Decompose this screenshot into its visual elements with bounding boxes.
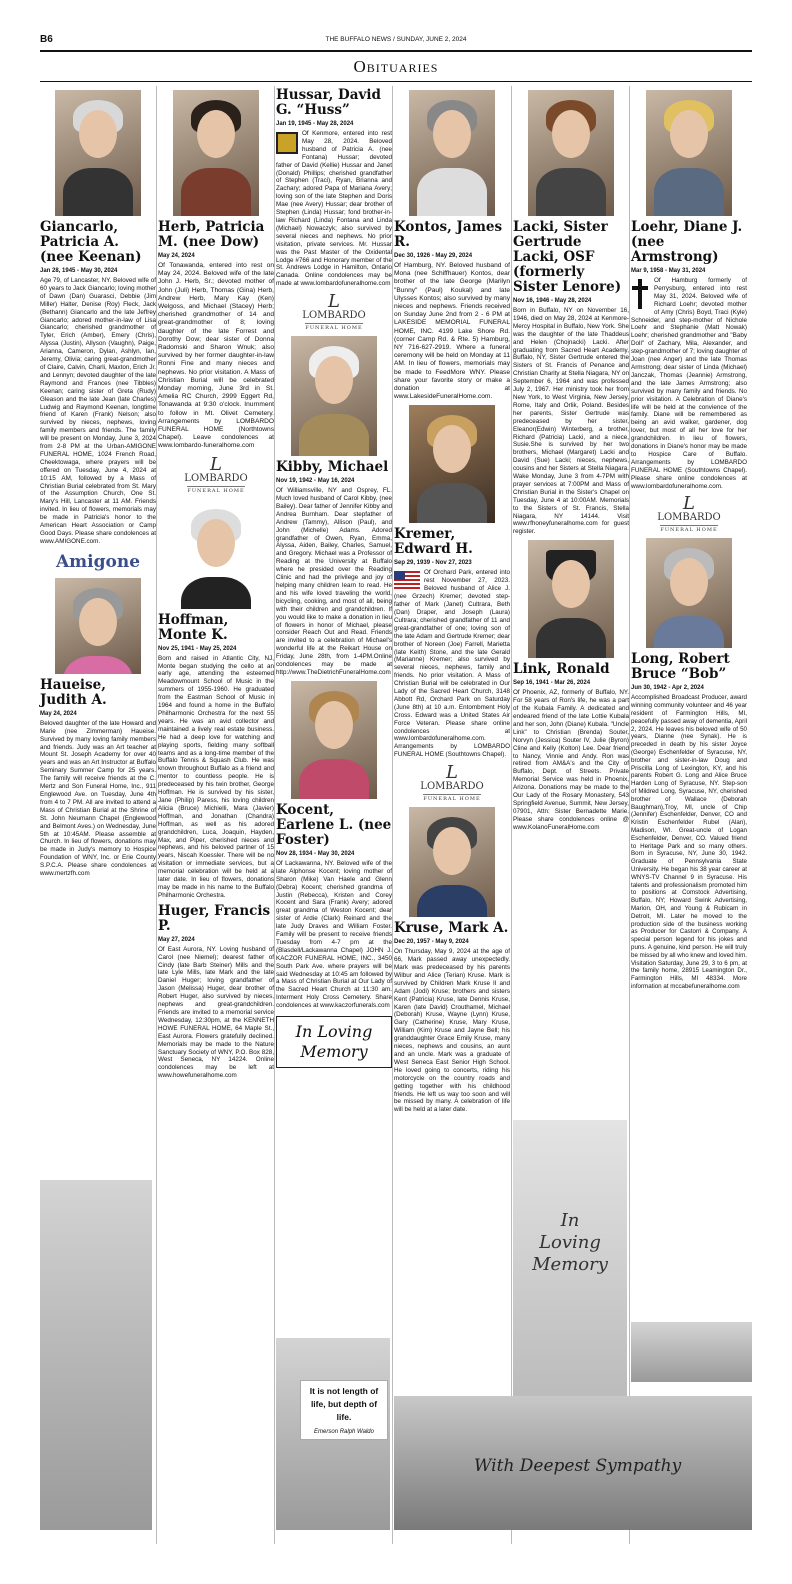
- obit-name: Hoffman, Monte K.: [158, 611, 229, 643]
- page-header: [40, 34, 752, 48]
- obit-name: Kibby, Michael: [276, 459, 389, 476]
- section-title: Obituaries: [353, 57, 439, 76]
- lombardo-logo: L LOMBARDO FUNERAL HOME: [302, 291, 366, 332]
- portrait-photo: [409, 90, 495, 216]
- obit-text: Of Tonawanda, entered into rest on May 24, 2024. Beloved wife of the late John J. Herb, Sr.; devoted mother of John (Juli) Herb, Thomas (Gina) Herb, Andrew Herb, Mary Kay (Ken) Welgoss, and Michael (Stacey) Herb; cherished grandmother of 14 and great-grandmother of 8; loving daughter of the late Forrest and Dorothy Dow; dear sister of Donna Radomski and Sharon Wnuk; also survived by her former daughter-in-law Ronni Fine and many nieces and nephews. No prior visitation. A Mass of Christian Burial will be celebrated Monday morning, June 3rd in St. Amelia RC Church, 2999 Eggert Rd, Tonawanda at 9:30 o'clock. Inurnment to follow in Mt. Olivet Cemetery. Arrangements by LOMBARDO FUNERAL HOME (Northtowns Chapel). Leave condolences at www.lombardo-funeralhome.com: [158, 262, 274, 450]
- obit-text: Of East Aurora, NY. Loving husband of Carol (nee Niemel); dearest father of Cindy (late Barb Steiner) Mills and the late Lyle Mills, late Mark and the late Daniel Huger; loving grandfather of Jason (Melissa) Huger, dear brother of Robert Huger, also survived by nieces, nephews and great-grandchildren. Friends are invited to a memorial service Wednesday, 12:30pm, at the KENNETH HOWE FUNERAL HOME, 64 Maple St., East Aurora. Flowers gratefully declined. Memorials may be made to the Nature Sanctuary Society of WNY, P.O. Box 828, West Seneca, NY 14224. Online condolences may be left at www.howefuneralhome.com: [158, 945, 274, 1080]
- obit-dates: Mar 9, 1958 - May 31, 2024: [631, 268, 706, 274]
- obit-name: Haueise, Judith A.: [40, 676, 107, 708]
- in-loving-memory-script: In Loving Memory: [532, 1210, 608, 1275]
- portrait-photo: [528, 540, 614, 658]
- column-6: [631, 86, 747, 991]
- masonic-emblem-icon: [276, 132, 298, 154]
- portrait-photo: [409, 807, 495, 917]
- obit-text: Of Hamburg formerly of Perrysburg, entered into rest May 31, 2024. Beloved wife of Richard Loehr; devoted mother of Amy (Chris) Boyd, Traci (Kyle) Schneider, and step-mother of Nichole Loehr and Stephanie (Matt Nowak) Loehr; cherished grandmother and "Baby Doll" of Zachary, Mila, Alexander, and step-grandmother of 7; loving daughter of Joan (nee Anger) and the late Thomas Armstrong; dear sister of Linda (Michael) Janczak, Thomas (Jeannie) Armstrong, and the late James Armstrong; also survived by many family and friends. No prior visitation. A Celebration of Diane's life will be held at the convience of the family. Diane will be remembered as being an avid walker, gardener, dog lover, but most of all her love for her grandchildren. In lieu of flowers, donations in Diane's honor may be made to Hospice Care of Buffalo. Arrangements by LOMBARDO FUNERAL HOME (Southtowns Chapel). Please share online condolences at www.lombardofuneralhome.com.: [631, 277, 747, 490]
- portrait-photo: [173, 90, 259, 216]
- obit-text: Of Hamburg, NY. Beloved husband of Mona (nee Schiffhauer) Kontos, dear brother of the late George (Marilyn "Bunny" (Paul) Koukal) and late Ulysses Kontos; also survived by many nieces and nephews. Friends received on Sunday June 2nd from 2 - 6 PM at LAKESIDE MEMORIAL FUNERAL HOME, INC. 4199 Lake Shore Rd. (corner Camp Rd. & Rte. 5) Hamburg, NY 716-627-2919. Where a funeral ceremony will be held on Monday at 11 AM. In lieu of flowers, memorials may be made to FeedMore WNY. Please share your favorite story or make a donation at www.LakesideFuneralHome.com.: [394, 262, 510, 401]
- portrait-photo: [409, 405, 495, 523]
- obit-dates: Nov 16, 1946 - May 28, 2024: [513, 298, 592, 304]
- us-flag-icon: [394, 571, 420, 589]
- obit-name: Huger, Francis P.: [158, 902, 271, 934]
- column-divider: [274, 86, 275, 1544]
- obit-dates: Jun 30, 1942 - Apr 2, 2024: [631, 685, 704, 692]
- obit-dates: Jan 19, 1945 - May 28, 2024: [276, 121, 354, 127]
- obit-name: Hussar, David G. “Huss”: [276, 87, 381, 118]
- obit-name: Kremer, Edward H.: [394, 526, 473, 558]
- obit-dates: Nov 28, 1934 - May 30, 2024: [276, 850, 355, 857]
- sympathy-banner-image: [394, 1396, 752, 1530]
- lombardo-logo: L LOMBARDO FUNERAL HOME: [420, 762, 484, 803]
- butterfly-decor-image: [40, 1180, 152, 1530]
- flower-decor-image: [631, 1322, 752, 1382]
- obit-text: Born and raised in Atlantic City, NJ, Monte began studying the cello at an early age, attending the esteemed Meadowmount School of Music in the summers of 1955-1960. He graduated from the Eastman School of Music in 1964 and found a home in the Buffalo Philharmonic Orchestra for the next 55 years. He was an avid collector and maintained a lively real estate business. He had a deep love for watching and playing sports, fielding many softball teams and as a long-time member of the Buffalo Tennis & Squash Club. He was known throughout Buffalo as a friend and mentor to countless people. He is predeceased by his twin brother, George Hoffman. He is survived by his sister, Jane (Philip) Paress, his loving children Alicia (Bruce) Michielli, Mara (Javier) Hoffman, and Jonathan (Chandra) Hoffman, as well as his adored grandchildren, Luca, Joaquin, Hayden, Max, and Piper, cherished nieces and nephews, and his beloved partner of 15 years, Niscah Koessler. There will be no visitation or immediate services, but a memorial celebration will be held at a later date. In lieu of flowers, donations may be made in his name to the Buffalo Philharmonic Orchestra.: [158, 654, 274, 899]
- obit-name: Kocent, Earlene L. (nee Foster): [276, 801, 392, 848]
- obit-name: Loehr, Diane J. (nee Armstrong): [631, 219, 743, 265]
- obit-text: Accomplished Broadcast Producer, award winning community volunteer and 46 year resident of Farmington Hills, MI, peacefully passed away of dementia, April 2, 2024. He leaves his beloved wife of 50 years, Dianne (nee Synak). He is preceded in death by his sister Joyce (George) Eschenfelder of Syracuse, NY, brother and sister-in-law Doug and Priscilla Long of Lexington, KY, and his parents Robert G. Long and Alice Bruce Harden Long of Syracuse, NY. Step-son of Mildred Long, Syracuse, NY, cherished brother of Wallace (Deborah Baughman),Troy, MI, uncle of Chip (Jennifer) Eschenfelder, Denver, CO and Kristin Eschenfelder Rubel (Alan), Madison, WI. Great-uncle of Logan Eschenfelder, Denver, CO. Valued friend to Heritage Park and so many others. Born in Syracuse, NY, June 30, 1942. Graduate of Pennsylvania State University. He began his 38 year career at WNYS-TV Channel 9 in Syracuse. His talents and professionalism promoted him to positions at Comstock Advertising, Buffalo, NY; Howard Swink Advertising, Marion, OH, and Young & Rubicam in Detroit, MI. Later he moved to the production side of the business working as Producer for Castorri & Company. A special person legend for his jokes and puns. A genuine, kind person. He will truly be missed by all who knew and loved him. Visitation Saturday, June 29, 3 to 6 pm, at the family home, 28915 Leamington Dr., Farmington Hills, MI 48334. More information at mccabefuneralhome.com: [631, 694, 747, 990]
- memorial-quote: It is not length of life, but depth of life. Emerson Ralph Waldo: [300, 1380, 388, 1440]
- obit-text: Of Lackawanna, NY. Beloved wife of the late Alphonse Kocent; loving mother of Sharon (Mike) Van Haele and Glenn (Debra) Kocent; cherished grandma of Justin (Rebecca), Kristen and Corey Kocent and Sara (Frank) Avery; adored great grandma of Weston Kocent; dear sister of Ardie (Clark) Reinard and the late Judy Draves and William Foster. Family will be present to receive friends Tuesday from 4-7 pm at the (Blasdell/Lackawanna Chapel) JOHN J. KACZOR FUNERAL HOME, INC., 3450 South Park Ave. where prayers will be said Wednesday at 10:45 am followed by a Mass of Christian Burial at Our Lady of the Sacred Heart Church at 11:30 am. Interment Holy Cross Cemetery. Share condolences at www.kaczorfunerals.com: [276, 859, 392, 1010]
- obit-name: Giancarlo, Patricia A. (nee Keenan): [40, 219, 142, 265]
- portrait-photo: [291, 336, 377, 456]
- paper-dateline: THE BUFFALO NEWS / SUNDAY, JUNE 2, 2024: [325, 36, 467, 43]
- obit-name: Kontos, James R.: [394, 219, 503, 250]
- obit-name: Herb, Patricia M. (nee Dow): [158, 219, 265, 250]
- header-rule: [40, 50, 752, 52]
- portrait-photo: [646, 538, 732, 648]
- page-number: B6: [40, 34, 53, 45]
- column-2: [158, 86, 274, 1080]
- obit-text: Of Kenmore, entered into rest May 28, 2024. Beloved husband of Patricia A. (nee Fontana) Hussar; devoted father of David (Kellie) Hussar and Janet (Donald) Phillips; cherished grandfather of Stephen (Traci), Ryan, Brianna and Zachary; adored Papa of Mariana Avery; loving son of the late Stephen and Doris Mae (nee Avery) Hussar; dear brother of Stephen (Linda) Hussar; fond brother-in-law Richard (Linda) Fontana and Linda (Michael) Nowaczyk; also survived by several nieces and nephews. No prior visitation, private services. Mr. Hussar was the Past Master of the Oxidental Lodge #766 and Honorary member of the St. Andrews Lodge in Hamilton, Ontario Canada. Online condolences may be made at www.lombardofuneralhome.com: [276, 130, 392, 288]
- obit-dates: Sep 16, 1941 - Mar 26, 2024: [513, 680, 591, 687]
- obit-text: Born in Buffalo, NY on November 16, 1946, died on May 28, 2024 at Kenmore-Mercy Hospital in Buffalo, New York. She was the daughter of the late Thaddeus and Helen (Chojnacki) Lacki. After graduating from Sacred Heart Academy, Buffalo, NY, Sister Gertrude entered the Sisters of St. Francis of Penance and Christian Charity at Stella Niagara, NY on September 6, 1964 and was professed July 2, 1967. Her ministry took her from New York, to West Virginia, New Jersey, Rome, Italy and Orlik, Poland. Besides her parents, Sister Gertrude was predeceased by her sister, Eleanor(Edwin) Winterberg, a brother, Richard (Patricia) Lacki, and a niece, Susie.She is survived by her two brothers, Michael (Margaret) Lacki and David (Sue) Lacki; nieces, nephews, cousins and her Sisters at Stella Niagara. Wake Monday, June 3 from 4-7PM with prayer services at 7:00PM and Mass of Christian Burial in the Sister's Chapel on Tuesday, June 4 at 10:00AM. Memorials to the Sisters of St. Francis, Stella Niagara, NY 14144. Visit www.rfhoneyfuneralhome.com for guest register.: [513, 307, 629, 536]
- floral-decor-image: [513, 1120, 627, 1420]
- portrait-photo: [291, 681, 377, 799]
- lombardo-logo: L LOMBARDO FUNERAL HOME: [184, 453, 248, 494]
- obit-name: Link, Ronald: [513, 661, 610, 678]
- cross-icon: [631, 279, 649, 309]
- obit-name: Long, Robert Bruce “Bob”: [631, 651, 730, 683]
- lombardo-logo: L LOMBARDO FUNERAL HOME: [657, 493, 721, 534]
- obit-text: Of Williamsville, NY and Osprey, FL. Much loved husband of Carol Kibby, (nee Bailey). Dear father of Jennifer Kibby and Andrea Burnham. Dear stepfather of Andrew (Tammy), Allison (Paul), and John (Michelle) Adams. Adored grandfather of Owen, Ryan, Emma, Alyssa, Aiden, Bailey, Charles, Samuel, and Gregory. Michael was a Professor of Reading at the University at Buffalo where he presided over the Reading Clinic and had the privilege and joy of helping many children learn to read. He and his wife loved traveling the world, bicycling, cooking, and most of all, being with their children and grandchildren. If you would like to make a donation in lieu of flowers in honor of Michael, please consider Reach Out and Read. Friends are invited to a celebration of Michael's wonderful life at the Reikart House on Friday, June 28th, from 1-4PM.Online condolences may be made at http://www.TheDietrichFuneralHome.com: [276, 487, 392, 676]
- obit-dates: Nov 19, 1942 - May 16, 2024: [276, 478, 355, 485]
- obit-text: Of Phoenix, AZ, formerly of Buffalo, NY. For 58 years of Ron's life, he was a part of the Kubala Family. A dedicated and endeared friend of the late Lottie Kubala and her son, John (Diane) Kubala. "Uncle Link" to Christian (Brenda) Souter, Norvyn (Jessica) Souter IV, Julie (Byron) Cline and Kelly (Kolton) Lee. Dear friend to Nancy, Vinnie and Andy. Ron was retired from AM&A's and the City of Buffalo, Dept. of Streets. Private Memorial Service was held in Phoenix, Arizona. Donations may be made to the Our Lady of the Rosary Monastery, 543 Springfield Avenue, Summit, New Jersey, 07901, Attn: Sister Bernadette Marie. Please share condolences online @ www.KolanoFuneralHome.com: [513, 689, 629, 831]
- amigone-logo: Amigone: [55, 551, 141, 572]
- obit-name: Lacki, Sister Gertrude Lacki, OSF (formerly Sister Lenore): [513, 219, 622, 295]
- obit-text: Age 79, of Lancaster, NY. Beloved wife of 60 years to Jack Giancarlo; loving mother of Dawn (Dan) Guarasci, Debbie (Jim Miller) Halter, Denise (Roy) Fleck, Jack (Bethann) Giancarlo and the late Jeffrey Giancarlo; adored mother-in-law of Lisa Giancarlo; cherished grandmother of Tyler, Erich (Amber), Emery (Chris), Alyssa (Justin), Allyson (Vaughn), Paige, Arianna, Cameron, Dylan, Ashlyn, Ian, Jeremy, Olivia; caring great-grandmother of Claire, Calvin, Charli, Maxton, Erich Jr. and Lennyn; devoted daughter of the late Raymond and Frances (nee Tibbles) Keenan; caring sister of Greta (Rudy) Gleason and the late Jean (late Charles) Ludwig and Raymond Keenan, longtime friend of Karen (Frank) Nelson; also survived by nieces, nephews, loving family members and friends. The family will be present on Monday, June 3, 2024 from 2-8 PM at the Urban-AMIGONE FUNERAL HOME, 1024 French Road, Cheektowaga, where prayers will be offered on Tuesday, June 4, 2024 at 10:15 AM, followed by a Mass of Christian Burial celebrated from St. Mary of the Assumption Church, One St. Mary's Hill, Lancaster at 11 AM. Friends invited. In lieu of flowers, memorials may be made in Patricia's honor to the American Heart Association or Camp Good Days. Please share condolences at www.AMIGONE.com.: [40, 277, 156, 545]
- column-divider: [392, 86, 393, 1544]
- column-divider: [511, 86, 512, 1544]
- obit-dates: May 24, 2024: [40, 710, 77, 717]
- column-1: [40, 86, 156, 878]
- obit-name: Kruse, Mark A.: [394, 920, 509, 937]
- portrait-photo: [55, 578, 141, 674]
- cellist-photo: [173, 499, 259, 609]
- obit-text: Of Orchard Park, entered into rest November 27, 2023. Beloved husband of Alice J. (nee Grzech) Kremer; devoted step-father of Mark (Janet) Cultrara, Beth (Dan) Draper, and Joseph (Laura) Cultrara; cherished grandfather of 11 and great-grandfather of one; loving son of the late Adam and Gertrude Kremer; dear brother of Noreen (Joe) Farrell, Marietta (late Keith) Stone, and the late Gerald (Marianne) Kremer; also survived by several nieces, nephews, family and friends. No prior visitation. A Mass of Christian Burial will be celebrated in Our Lady of the Sacred Heart Church, 3148 Abbott Rd, Orchard Park on Saturday (June 8th) at 10 a.m. Entombment Holy Cross. Edward was a United States Air Force Veteran. Please share online condolences at www.lombardofuneralhome.com. Arrangements by LOMBARDO FUNERAL HOME (Southtowns Chapel).: [394, 569, 510, 759]
- obit-dates: Dec 30, 1926 - May 29, 2024: [394, 253, 473, 259]
- obit-dates: Dec 20, 1957 - May 9, 2024: [394, 939, 469, 946]
- obit-text: Beloved daughter of the late Howard and Marie (nee Zimmerman) Haueise. Survived by many loving family members and friends. Judy was an Art teacher at Mount St. Joseph Academy for over 40 years and was an Art Instructor at Buffalo Seminary Summer Camp for 25 years. The family will receive friends at the C. Mertz and Son Funeral Home, Inc., 911 Englewood Ave. on Tuesday, June 4th from 4 to 7 PM. All are invited to attend a Mass of Christian Burial at the Shrine of St. John Neumann Chapel (Englewood and Belmont Aves.) on Wednesday, June 5th at 10:45AM. Please assemble at Church. In lieu of flowers, donations may be made in Judy's memory to Hospice Foundation of WNY, Inc. or Erie County S.P.C.A. Please share condolences at www.mertzfh.com: [40, 719, 156, 878]
- section-rule: [40, 81, 752, 82]
- portrait-photo: [646, 90, 732, 216]
- in-loving-memory-box: In Loving Memory: [276, 1016, 392, 1068]
- obit-dates: May 27, 2024: [158, 936, 195, 943]
- column-divider: [629, 86, 630, 1544]
- obit-dates: Sep 29, 1939 - Nov 27, 2023: [394, 560, 472, 567]
- obit-dates: May 24, 2024: [158, 253, 195, 259]
- obit-text: On Thursday, May 9, 2024 at the age of 66, Mark passed away unexpectedly. Mark was predeceased by his parents Wilbur and Alice (Terian) Kruse. Mark is survived by Children Mark Kruse II and Adam (Jodi) Kruse; brothers and sisters Kent (Patricia) Kruse, late Dennis Kruse, Karen (late David) Crouthamel, Michael (Deborah) Kruse, Wayne (Lynn) Kruse, Gary (Catherine) Kruse, Mary Kruse, William (Kim) Kruse and Jayne Bell; his granddaughter Grace Emily Kruse, many nieces, nephews and cousins, an aunt and an uncle. Mark was a graduate of West Seneca East Senior High School. He loved going to concerts, riding his motorcycle on the country roads and getting together with his childhood friends. He left us way too soon and will be missed by many. A celebration of life will be held at a later date.: [394, 948, 510, 1114]
- sympathy-text: With Deepest Sympathy: [474, 1456, 682, 1476]
- obit-dates: Nov 25, 1941 - May 25, 2024: [158, 645, 237, 652]
- column-3: [276, 86, 392, 1068]
- portrait-photo: [528, 90, 614, 216]
- portrait-photo: [55, 90, 141, 216]
- column-4: [394, 86, 510, 1114]
- column-5: [513, 86, 629, 832]
- column-divider: [156, 86, 157, 1544]
- obit-dates: Jan 28, 1945 - May 30, 2024: [40, 268, 118, 274]
